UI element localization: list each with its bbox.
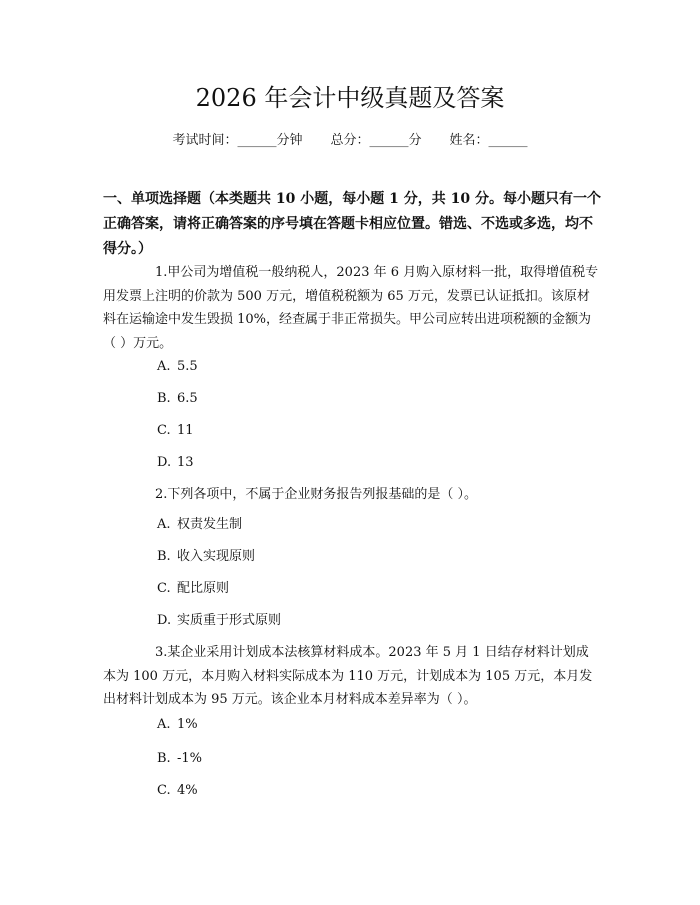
option-letter: C. [157, 581, 171, 596]
question-number: 3. [155, 645, 168, 660]
option-letter: B. [157, 391, 171, 406]
option-text: 权责发生制 [177, 517, 243, 532]
option-1a [157, 357, 198, 377]
option-letter: C. [157, 423, 171, 438]
question-number: 1. [155, 265, 168, 280]
option-2d [157, 611, 281, 631]
exam-time-field: 考试时间：______分钟 [172, 133, 303, 148]
option-1b [157, 389, 198, 409]
option-letter: B. [157, 549, 171, 564]
exam-meta-line [0, 131, 700, 151]
option-text: 13 [177, 455, 194, 470]
option-text: 实质重于形式原则 [177, 613, 282, 628]
option-letter: D. [157, 455, 172, 470]
option-2c [157, 579, 229, 599]
option-text: 1% [177, 717, 198, 732]
option-3b [157, 749, 202, 769]
question-text: 某企业采用计划成本法核算材料成本。2023 年 5 月 1 日结存材料计划成本为 100 万元，本月购入材料实际成本为 110 万元，计划成本为 105 万元，本月发出材料计划成本为 95 万元。该企业本月材料成本差异率为（ ）。 [103, 645, 593, 707]
name-field: 姓名：______ [449, 133, 528, 148]
option-letter: D. [157, 613, 172, 628]
option-text: 4% [177, 783, 198, 798]
option-1c [157, 421, 194, 441]
total-score-field: 总分：______分 [330, 133, 422, 148]
option-2a [157, 515, 242, 535]
option-text: 配比原则 [177, 581, 230, 596]
option-letter: A. [157, 359, 171, 374]
option-3a [157, 715, 198, 735]
question-number: 2. [155, 487, 168, 502]
option-text: 11 [177, 423, 194, 438]
question-text: 下列各项中，不属于企业财务报告列报基础的是（ ）。 [167, 487, 478, 502]
option-text: 6.5 [177, 391, 198, 406]
option-text: 收入实现原则 [177, 549, 256, 564]
option-3c [157, 781, 198, 801]
option-letter: B. [157, 751, 171, 766]
option-text: 5.5 [177, 359, 198, 374]
document-title: 2026 年会计中级真题及答案 [195, 84, 505, 112]
question-text: 甲公司为增值税一般纳税人，2023 年 6 月购入原材料一批，取得增值税专用发票上注明的价款为 500 万元，增值税税额为 65 万元，发票已认证抵扣。该原材料在运输途中发生毁损 10%，经查属于非正常损失。甲公司应转出进项税额的金额为（ ）万元。 [103, 265, 599, 351]
option-letter: A. [157, 717, 171, 732]
section-heading: 一、单项选择题（本类题共 10 小题，每小题 1 分，共 10 分。每小题只有一个正确答案，请将正确答案的序号填在答题卡相应位置。错选、不选或多选，均不得分。） [103, 191, 601, 257]
option-letter: C. [157, 783, 171, 798]
option-2b [157, 547, 255, 567]
question-2 [103, 483, 601, 507]
question-3 [103, 641, 601, 712]
option-letter: A. [157, 517, 171, 532]
question-1 [103, 261, 601, 355]
option-1d [157, 453, 194, 473]
option-text: -1% [177, 751, 203, 766]
